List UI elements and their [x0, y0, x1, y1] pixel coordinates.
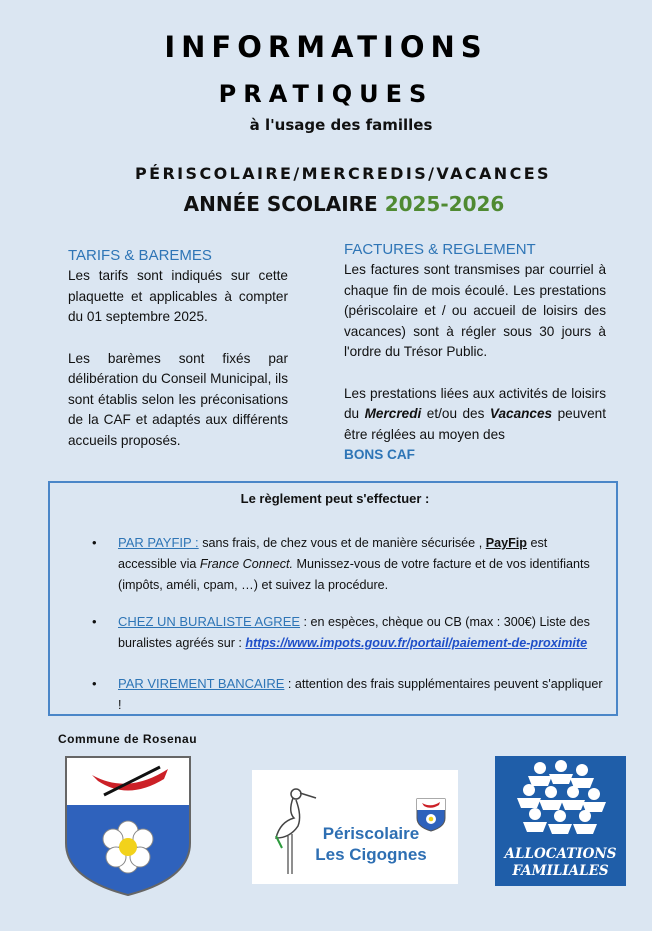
- payment-methods-box: [48, 481, 618, 716]
- tarifs-paragraph-2: Les barèmes sont fixés par délibération du Conseil Municipal, ils sont établis selon les préconisations de la CAF et adaptés aux différents accueils proposés.: [68, 350, 288, 448]
- factures-p2-start: Les prestations liées aux activités de loisirs du: [344, 385, 606, 421]
- payfip-text-3: Munissez-vous de votre facture et de vos identifiants (impôts, améli, cpam, …) et suivez la procédure.: [118, 557, 590, 592]
- caf-figures-icon: [495, 756, 626, 844]
- tarifs-section: [68, 246, 288, 451]
- caf-line-2: FAMILIALES: [512, 863, 609, 879]
- payfip-text-2: est accessible via: [118, 536, 548, 571]
- factures-paragraph-2: [344, 384, 606, 466]
- factures-section: [344, 240, 606, 466]
- title-line-1: INFORMATIONS: [164, 30, 488, 64]
- title-line-2: PRATIQUES: [218, 80, 434, 108]
- periscolaire-logo: [252, 770, 458, 884]
- payfip-item: [92, 532, 608, 596]
- france-connect: France Connect.: [199, 557, 294, 571]
- rosenau-coat-of-arms-icon: [64, 755, 192, 897]
- vacances-word: Vacances: [489, 406, 553, 421]
- bullet-icon: •: [92, 535, 97, 550]
- bullet-icon: •: [92, 676, 97, 691]
- bullet-icon: •: [92, 614, 97, 629]
- payment-box-title: Le règlement peut s'effectuer :: [240, 491, 430, 506]
- tarifs-heading: TARIFS & BAREMES: [68, 247, 212, 264]
- periscolaire-line-2: Les Cigognes: [315, 845, 427, 864]
- factures-paragraph-1: Les factures sont transmises par courriel à chaque fin de mois écoulé. Les prestations (périscolaire et / ou accueil de loisirs des vacances) sont à régler sous 30 jours à l'ordre du Trésor Public.: [344, 262, 606, 359]
- subtitle: à l'usage des familles: [249, 116, 433, 134]
- school-year-value: 2025-2026: [384, 192, 505, 216]
- impots-link[interactable]: https://www.impots.gouv.fr/portail/paiement-de-proximite: [245, 636, 588, 650]
- buraliste-item: [92, 611, 608, 654]
- commune-name: Commune de Rosenau: [58, 732, 198, 746]
- school-year: [0, 192, 652, 216]
- periscolaire-name: [302, 823, 440, 865]
- mercredi-word: Mercredi: [364, 406, 422, 421]
- factures-heading: FACTURES & REGLEMENT: [344, 241, 536, 258]
- bons-caf: BONS CAF: [344, 447, 415, 462]
- payfip-label[interactable]: PAR PAYFIP :: [118, 535, 199, 550]
- caf-name: [495, 846, 626, 880]
- periscolaire-line-1: Périscolaire: [322, 824, 420, 843]
- virement-text: : attention des frais supplémentaires peuvent s'appliquer !: [118, 677, 603, 712]
- tarifs-paragraph-1: Les tarifs sont indiqués sur cette plaquette et applicables à compter du 01 septembre 2025.: [68, 268, 288, 324]
- payfip-word: PayFip: [485, 536, 527, 550]
- virement-label[interactable]: PAR VIREMENT BANCAIRE: [118, 676, 285, 691]
- caf-logo: [495, 756, 626, 886]
- payfip-text-1: sans frais, de chez vous et de manière sécurisée ,: [202, 536, 483, 550]
- school-year-label: ANNÉE SCOLAIRE: [183, 192, 378, 216]
- factures-p2-end: peuvent être réglées au moyen des: [344, 406, 606, 442]
- caf-line-1: ALLOCATIONS: [504, 846, 617, 862]
- services-heading: PÉRISCOLAIRE/MERCREDIS/VACANCES: [135, 164, 551, 183]
- virement-item: [92, 673, 608, 716]
- factures-p2-mid: et/ou des: [426, 406, 485, 421]
- buraliste-label[interactable]: CHEZ UN BURALISTE AGREE: [118, 614, 301, 629]
- buraliste-text: : en espèces, chèque ou CB (max : 300€) Liste des buralistes agréés sur :: [118, 615, 590, 650]
